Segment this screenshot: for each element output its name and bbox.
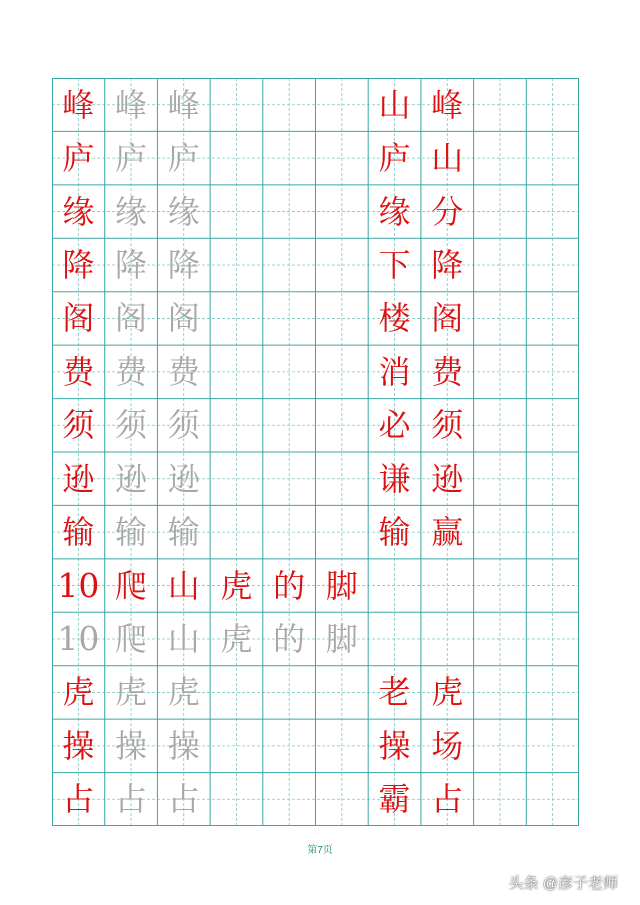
model-character: 费 bbox=[431, 352, 464, 391]
model-character: 山 bbox=[167, 566, 200, 605]
model-character: 降 bbox=[62, 245, 95, 284]
model-character: 庐 bbox=[378, 139, 411, 178]
model-character: 阁 bbox=[62, 299, 95, 338]
trace-character: 缘 bbox=[115, 192, 148, 231]
trace-character: 山 bbox=[167, 619, 200, 658]
trace-character: 输 bbox=[167, 513, 200, 552]
trace-character: 的 bbox=[273, 619, 306, 658]
watermark: 头条 @彦子老师 bbox=[508, 875, 618, 892]
model-character: 输 bbox=[62, 513, 95, 552]
model-character: 必 bbox=[378, 406, 411, 445]
trace-character: 虎 bbox=[167, 673, 200, 712]
model-character: 山 bbox=[378, 85, 411, 124]
model-character: 阁 bbox=[431, 299, 464, 338]
model-character: 庐 bbox=[62, 139, 95, 178]
trace-character: 脚 bbox=[325, 619, 358, 658]
trace-character: 占 bbox=[167, 780, 200, 819]
model-character: 消 bbox=[378, 352, 411, 391]
model-character: 输 bbox=[378, 513, 411, 552]
model-character: 霸 bbox=[378, 780, 411, 819]
practice-grid bbox=[52, 78, 579, 826]
trace-character: 阁 bbox=[115, 299, 148, 338]
trace-character: 降 bbox=[167, 245, 200, 284]
model-character: 谦 bbox=[378, 459, 411, 498]
trace-character: 操 bbox=[167, 726, 200, 765]
model-character: 占 bbox=[431, 780, 464, 819]
model-character: 缘 bbox=[378, 192, 411, 231]
model-character: 操 bbox=[62, 726, 95, 765]
model-character: 赢 bbox=[431, 513, 464, 552]
trace-character: 降 bbox=[115, 245, 148, 284]
model-character: 分 bbox=[431, 192, 464, 231]
trace-character: 10 bbox=[57, 619, 100, 659]
trace-character: 虎 bbox=[220, 619, 253, 658]
model-character: 山 bbox=[431, 139, 464, 178]
model-character: 下 bbox=[378, 245, 411, 284]
trace-character: 逊 bbox=[115, 459, 148, 498]
page-number: 第7页 bbox=[307, 845, 333, 856]
model-character: 老 bbox=[378, 673, 411, 712]
trace-character: 虎 bbox=[115, 673, 148, 712]
model-character: 费 bbox=[62, 352, 95, 391]
model-character: 的 bbox=[273, 566, 306, 605]
trace-character: 峰 bbox=[167, 85, 200, 124]
model-character: 占 bbox=[62, 780, 95, 819]
model-character: 爬 bbox=[115, 566, 148, 605]
trace-character: 费 bbox=[115, 352, 148, 391]
model-character: 脚 bbox=[325, 566, 358, 605]
trace-character: 占 bbox=[115, 780, 148, 819]
trace-character: 阁 bbox=[167, 299, 200, 338]
trace-character: 峰 bbox=[115, 85, 148, 124]
model-character: 降 bbox=[431, 245, 464, 284]
trace-character: 输 bbox=[115, 513, 148, 552]
model-character: 虎 bbox=[220, 566, 253, 605]
trace-character: 须 bbox=[115, 406, 148, 445]
model-character: 须 bbox=[431, 406, 464, 445]
model-character: 逊 bbox=[62, 459, 95, 498]
model-character: 峰 bbox=[62, 85, 95, 124]
trace-character: 费 bbox=[167, 352, 200, 391]
model-character: 10 bbox=[57, 566, 100, 606]
trace-character: 缘 bbox=[167, 192, 200, 231]
model-character: 逊 bbox=[431, 459, 464, 498]
trace-character: 逊 bbox=[167, 459, 200, 498]
trace-character: 爬 bbox=[115, 619, 148, 658]
model-character: 操 bbox=[378, 726, 411, 765]
trace-character: 须 bbox=[167, 406, 200, 445]
trace-character: 庐 bbox=[167, 139, 200, 178]
model-character: 场 bbox=[431, 726, 464, 765]
model-character: 峰 bbox=[431, 85, 464, 124]
model-character: 须 bbox=[62, 406, 95, 445]
model-character: 虎 bbox=[62, 673, 95, 712]
model-character: 缘 bbox=[62, 192, 95, 231]
model-character: 虎 bbox=[431, 673, 464, 712]
trace-character: 操 bbox=[115, 726, 148, 765]
model-character: 楼 bbox=[378, 299, 411, 338]
trace-character: 庐 bbox=[115, 139, 148, 178]
